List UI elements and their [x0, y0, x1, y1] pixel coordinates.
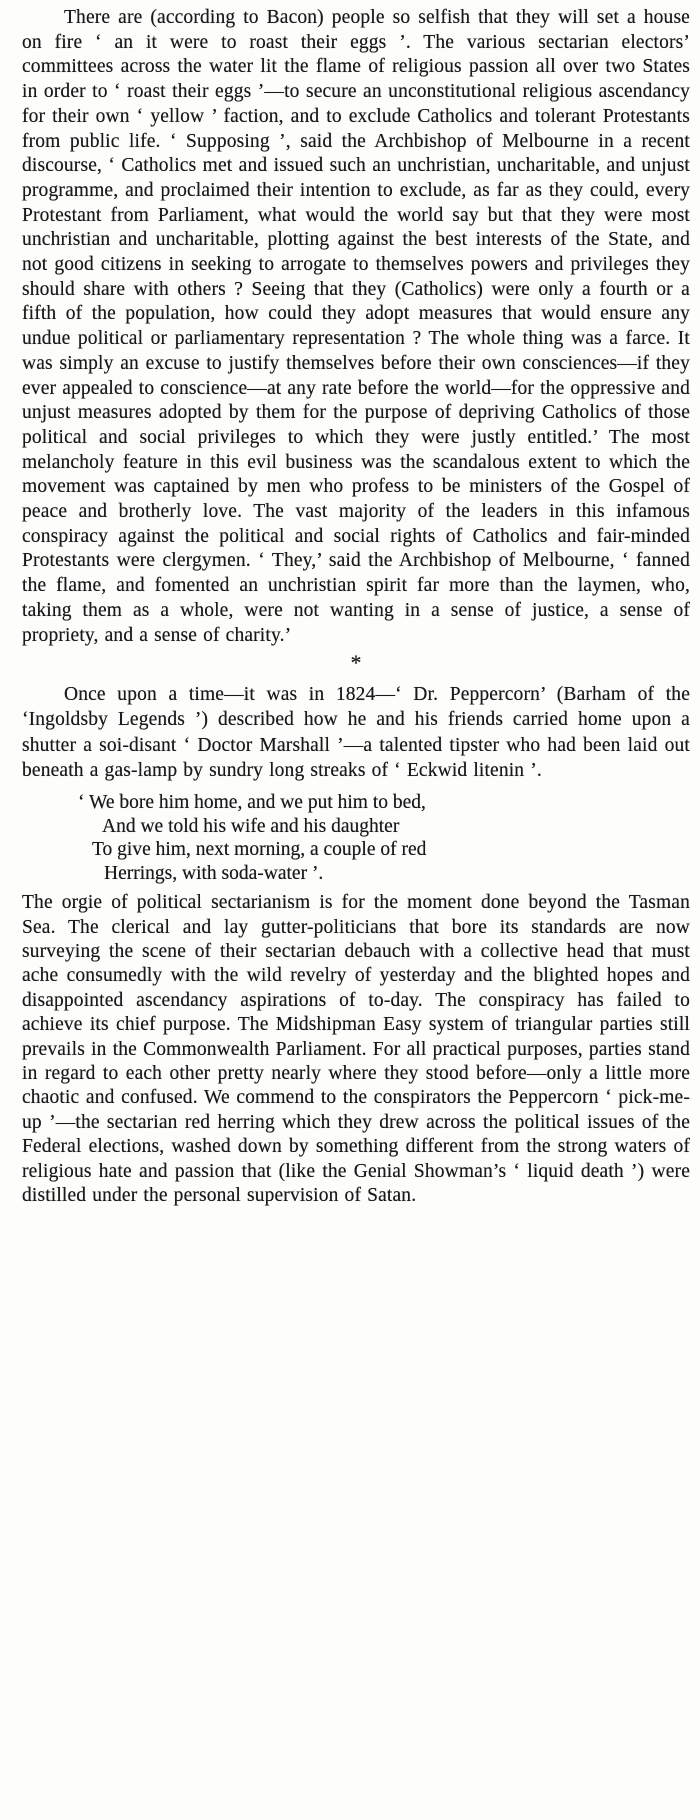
article-paragraph-3: The orgie of political sectarianism is for the moment done beyond the Tasman Sea. The clerical and lay gutter-politicians that bore its standards are now surveying the scene of their sectarian debauch with a collective head that must ache consumedly with the wild revelry of yesterday and the blighted hopes and disappointed ascendancy aspirations of to-day. The conspiracy has failed to achieve its chief purpose. The Midshipman Easy system of triangular parties still prevails in the Commonwealth Parliament. For all practical purposes, parties stand in regard to each other pretty nearly where they stood before—only a little more chaotic and confused. We commend to the conspirators the Peppercorn ‘ pick-me-up ’—the sectarian red herring which they drew across the political issues of the Federal elections, washed down by something different from the strong waters of religious hate and passion that (like the Genial Showman’s ‘ liquid death ’) were distilled under the personal supervision of Satan.	[22, 892, 690, 1206]
verse-line-3: To give him, next morning, a couple of red	[92, 839, 427, 861]
verse-line-4: Herrings, with soda-water ’.	[104, 862, 324, 884]
article-paragraph-2: Once upon a time—it was in 1824—‘ Dr. Peppercorn’ (Barham of the ‘Ingoldsby Legends ’) described how he and his friends carried home upon a shutter a soi-disant ‘ Doctor Marshall ’—a talented tipster who had been laid out beneath a gas-lamp by sundry long streaks of ‘ Eckwid litenin ’.	[22, 684, 690, 781]
verse-line-2: And we told his wife and his daughter	[102, 815, 400, 837]
verse-quotation	[22, 791, 690, 885]
article-column	[22, 6, 690, 1208]
section-separator: *	[350, 650, 362, 676]
verse-line-1: ‘ We bore him home, and we put him to bed,	[78, 792, 426, 814]
article-paragraph-1: There are (according to Bacon) people so selfish that they will set a house on fire ‘ an it were to roast their eggs ’. The various sectarian electors’ committees across the water lit the flame of religious passion all over two States in order to ‘ roast their eggs ’—to secure an unconstitutional religious ascendancy for their own ‘ yellow ’ faction, and to exclude Catholics and tolerant Protestants from public life. ‘ Supposing ’, said the Archbishop of Melbourne in a recent discourse, ‘ Catholics met and issued such an unchristian, uncharitable, and unjust programme, and proclaimed their intention to exclude, as far as they could, every Protestant from Parliament, what would the world say but that they were most unchristian and uncharitable, plotting against the best interests of the State, and not good citizens in seeking to arrogate to themselves powers and privileges they should share with others ? Seeing that they (Catholics) were only a fourth or a fifth of the population, how could they adopt measures that would ensure any undue political or parliamentary representation ? The whole thing was a farce. It was simply an excuse to justify themselves before their own consciences—if they ever appealed to conscience—at any rate before the world—for the oppressive and unjust measures adopted by them for the purpose of depriving Catholics of those political and social privileges to which they were justly entitled.’ The most melancholy feature in this evil business was the scandalous extent to which the movement was captained by men who profess to be ministers of the Gospel of peace and brotherly love. The vast majority of the leaders in this infamous conspiracy against the political and social rights of Catholics and fair-minded Protestants were clergymen. ‘ They,’ said the Archbishop of Melbourne, ‘ fanned the flame, and fomented an unchristian spirit far more than the laymen, who, taking them as a whole, were not wanting in a sense of justice, a sense of propriety, and a sense of charity.’	[22, 7, 690, 646]
